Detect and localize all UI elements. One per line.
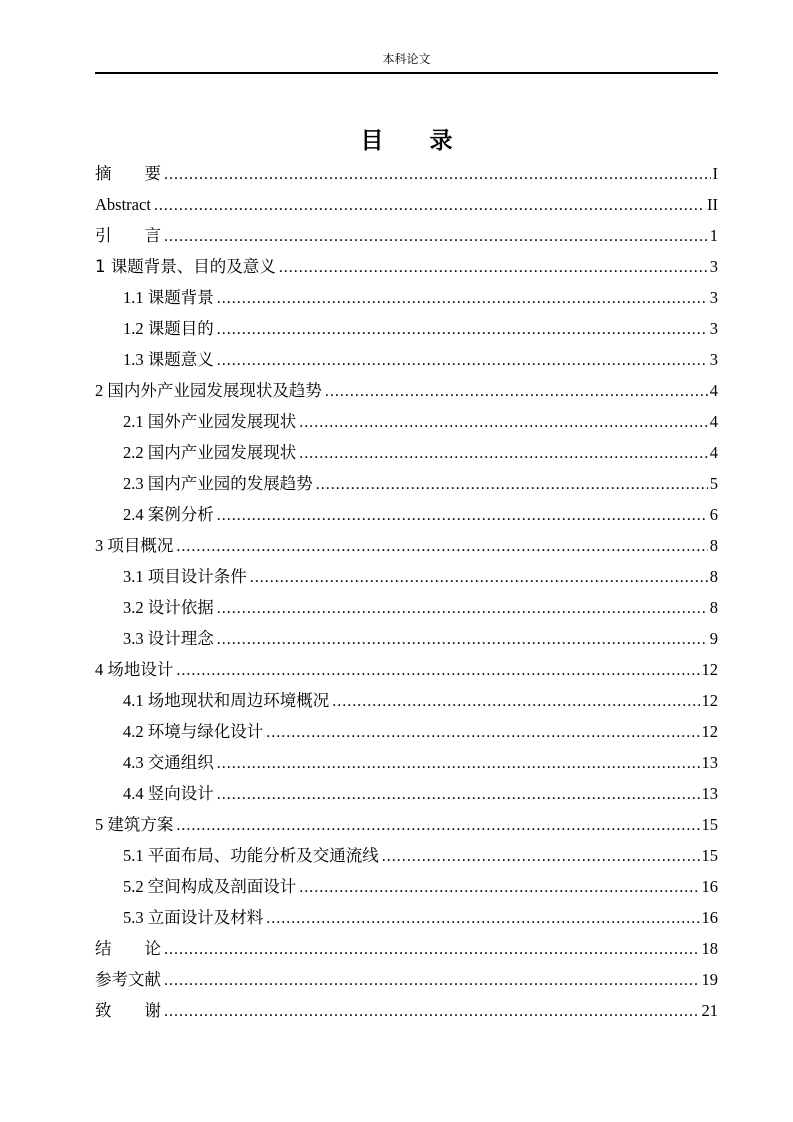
toc-entry-label: 摘 要 — [95, 164, 161, 183]
toc-entry-label: 4.4 竖向设计 — [123, 784, 214, 803]
toc-entry[interactable] — [95, 345, 718, 376]
toc-entry-label: 4.3 交通组织 — [123, 753, 214, 772]
toc-entry-page: 15 — [701, 815, 718, 834]
dot-leader — [316, 470, 708, 500]
toc-entry-page: 3 — [709, 257, 718, 276]
toc-entry-page: 21 — [701, 1001, 718, 1020]
toc-entry[interactable] — [95, 407, 718, 438]
toc-entry-page: 12 — [701, 691, 718, 710]
dot-leader — [250, 563, 708, 593]
toc-entry-label: Abstract — [95, 195, 151, 214]
toc-entry-label: 1.3 课题意义 — [123, 350, 214, 369]
toc-entry[interactable] — [95, 593, 718, 624]
header-text: 本科论文 — [382, 52, 431, 66]
dot-leader — [176, 656, 699, 686]
toc-entry-page: 13 — [701, 784, 718, 803]
toc-entry-label: 4.2 环境与绿化设计 — [123, 722, 264, 741]
toc-entry-label: 2.3 国内产业园的发展趋势 — [123, 474, 313, 493]
toc-entry-label: 5 建筑方案 — [95, 815, 174, 834]
toc-entry-label: 2.4 案例分析 — [123, 505, 214, 524]
dot-leader — [299, 439, 708, 469]
toc-entry-label: 结 论 — [95, 939, 161, 958]
toc-entry[interactable] — [95, 996, 718, 1027]
dot-leader — [217, 346, 708, 376]
toc-entry[interactable] — [95, 562, 718, 593]
toc-entry-page: 9 — [709, 629, 718, 648]
toc-entry-page: 6 — [709, 505, 718, 524]
dot-leader — [154, 191, 705, 221]
toc-entry[interactable] — [95, 438, 718, 469]
toc-entry-label: 4.1 场地现状和周边环境概况 — [123, 691, 330, 710]
toc-entry[interactable] — [95, 469, 718, 500]
dot-leader — [164, 997, 700, 1027]
toc-entry-page: II — [707, 195, 718, 214]
toc-entry-label: 5.1 平面布局、功能分析及交通流线 — [123, 846, 379, 865]
toc-entry[interactable] — [95, 841, 718, 872]
toc-entry[interactable] — [95, 748, 718, 779]
toc-entry[interactable] — [95, 314, 718, 345]
dot-leader — [279, 253, 708, 283]
dot-leader — [217, 501, 708, 531]
toc-entry-label: 3.3 设计理念 — [123, 629, 214, 648]
dot-leader — [325, 377, 708, 407]
toc-entry[interactable] — [95, 252, 718, 283]
dot-leader — [382, 842, 700, 872]
toc-entry[interactable] — [95, 686, 718, 717]
toc-entry-label: 致 谢 — [95, 1001, 161, 1020]
toc-entry-label: 5.2 空间构成及剖面设计 — [123, 877, 297, 896]
toc-entry-page: 18 — [701, 939, 718, 958]
toc-entry-page: 3 — [709, 288, 718, 307]
toc-entry-label: 参考文献 — [95, 970, 161, 989]
toc-entry[interactable] — [95, 283, 718, 314]
toc-entry[interactable] — [95, 624, 718, 655]
dot-leader — [266, 904, 699, 934]
toc-entry-label: 1.2 课题目的 — [123, 319, 214, 338]
toc-entry-page: 4 — [709, 381, 718, 400]
toc-entry[interactable] — [95, 810, 718, 841]
dot-leader — [176, 532, 707, 562]
toc-entry-page: 5 — [709, 474, 718, 493]
toc-entry-label: 3.1 项目设计条件 — [123, 567, 247, 586]
toc-entry[interactable] — [95, 655, 718, 686]
toc-entry-label: 2.2 国内产业园发展现状 — [123, 443, 297, 462]
toc-entry-page: 12 — [701, 722, 718, 741]
toc-entry-page: 8 — [709, 567, 718, 586]
dot-leader — [217, 780, 700, 810]
dot-leader — [299, 873, 699, 903]
toc-entry-label: 2.1 国外产业园发展现状 — [123, 412, 297, 431]
toc-entry-page: 12 — [701, 660, 718, 679]
toc-entry-page: 15 — [701, 846, 718, 865]
dot-leader — [217, 315, 708, 345]
dot-leader — [217, 594, 708, 624]
toc-title: 目 录 — [360, 128, 453, 154]
dot-leader — [217, 625, 708, 655]
toc-entry-label: 引 言 — [95, 226, 161, 245]
toc-entry[interactable] — [95, 159, 718, 190]
page-content — [95, 75, 718, 1027]
toc-entry[interactable] — [95, 221, 718, 252]
toc-entry[interactable] — [95, 779, 718, 810]
dot-leader — [266, 718, 699, 748]
dot-leader — [164, 966, 700, 996]
toc-entry-page: 4 — [709, 412, 718, 431]
toc-entry-page: 16 — [701, 877, 718, 896]
toc-entry-label: 2 国内外产业园发展现状及趋势 — [95, 381, 322, 400]
toc-entry-page: 13 — [701, 753, 718, 772]
toc-entry[interactable] — [95, 190, 718, 221]
toc-entry[interactable] — [95, 500, 718, 531]
toc-entry[interactable] — [95, 903, 718, 934]
toc-entry-label: 1.1 课题背景 — [123, 288, 214, 307]
toc-entry-label: 4 场地设计 — [95, 660, 174, 679]
toc-entry-page: 19 — [701, 970, 718, 989]
toc-entry[interactable] — [95, 934, 718, 965]
toc-entry-page: 3 — [709, 319, 718, 338]
toc-entry-page: 16 — [701, 908, 718, 927]
toc-entry-page: 3 — [709, 350, 718, 369]
dot-leader — [176, 811, 699, 841]
toc-entry-label: 1 课题背景、目的及意义 — [95, 257, 276, 276]
dot-leader — [217, 749, 700, 779]
toc-entry[interactable] — [95, 872, 718, 903]
toc-entry-label: 3.2 设计依据 — [123, 598, 214, 617]
toc-entry[interactable] — [95, 717, 718, 748]
dot-leader — [164, 222, 708, 252]
toc-entry[interactable] — [95, 531, 718, 562]
toc-entry-page: I — [712, 164, 718, 183]
toc-list — [95, 159, 718, 1027]
toc-entry[interactable] — [95, 965, 718, 996]
dot-leader — [164, 160, 711, 190]
dot-leader — [299, 408, 708, 438]
toc-entry-label: 5.3 立面设计及材料 — [123, 908, 264, 927]
dot-leader — [332, 687, 699, 717]
toc-entry-page: 1 — [709, 226, 718, 245]
page-header — [95, 52, 718, 74]
toc-entry-page: 8 — [709, 536, 718, 555]
dot-leader — [217, 284, 708, 314]
toc-entry[interactable] — [95, 376, 718, 407]
toc-entry-page: 4 — [709, 443, 718, 462]
toc-entry-page: 8 — [709, 598, 718, 617]
toc-entry-label: 3 项目概况 — [95, 536, 174, 555]
dot-leader — [164, 935, 700, 965]
